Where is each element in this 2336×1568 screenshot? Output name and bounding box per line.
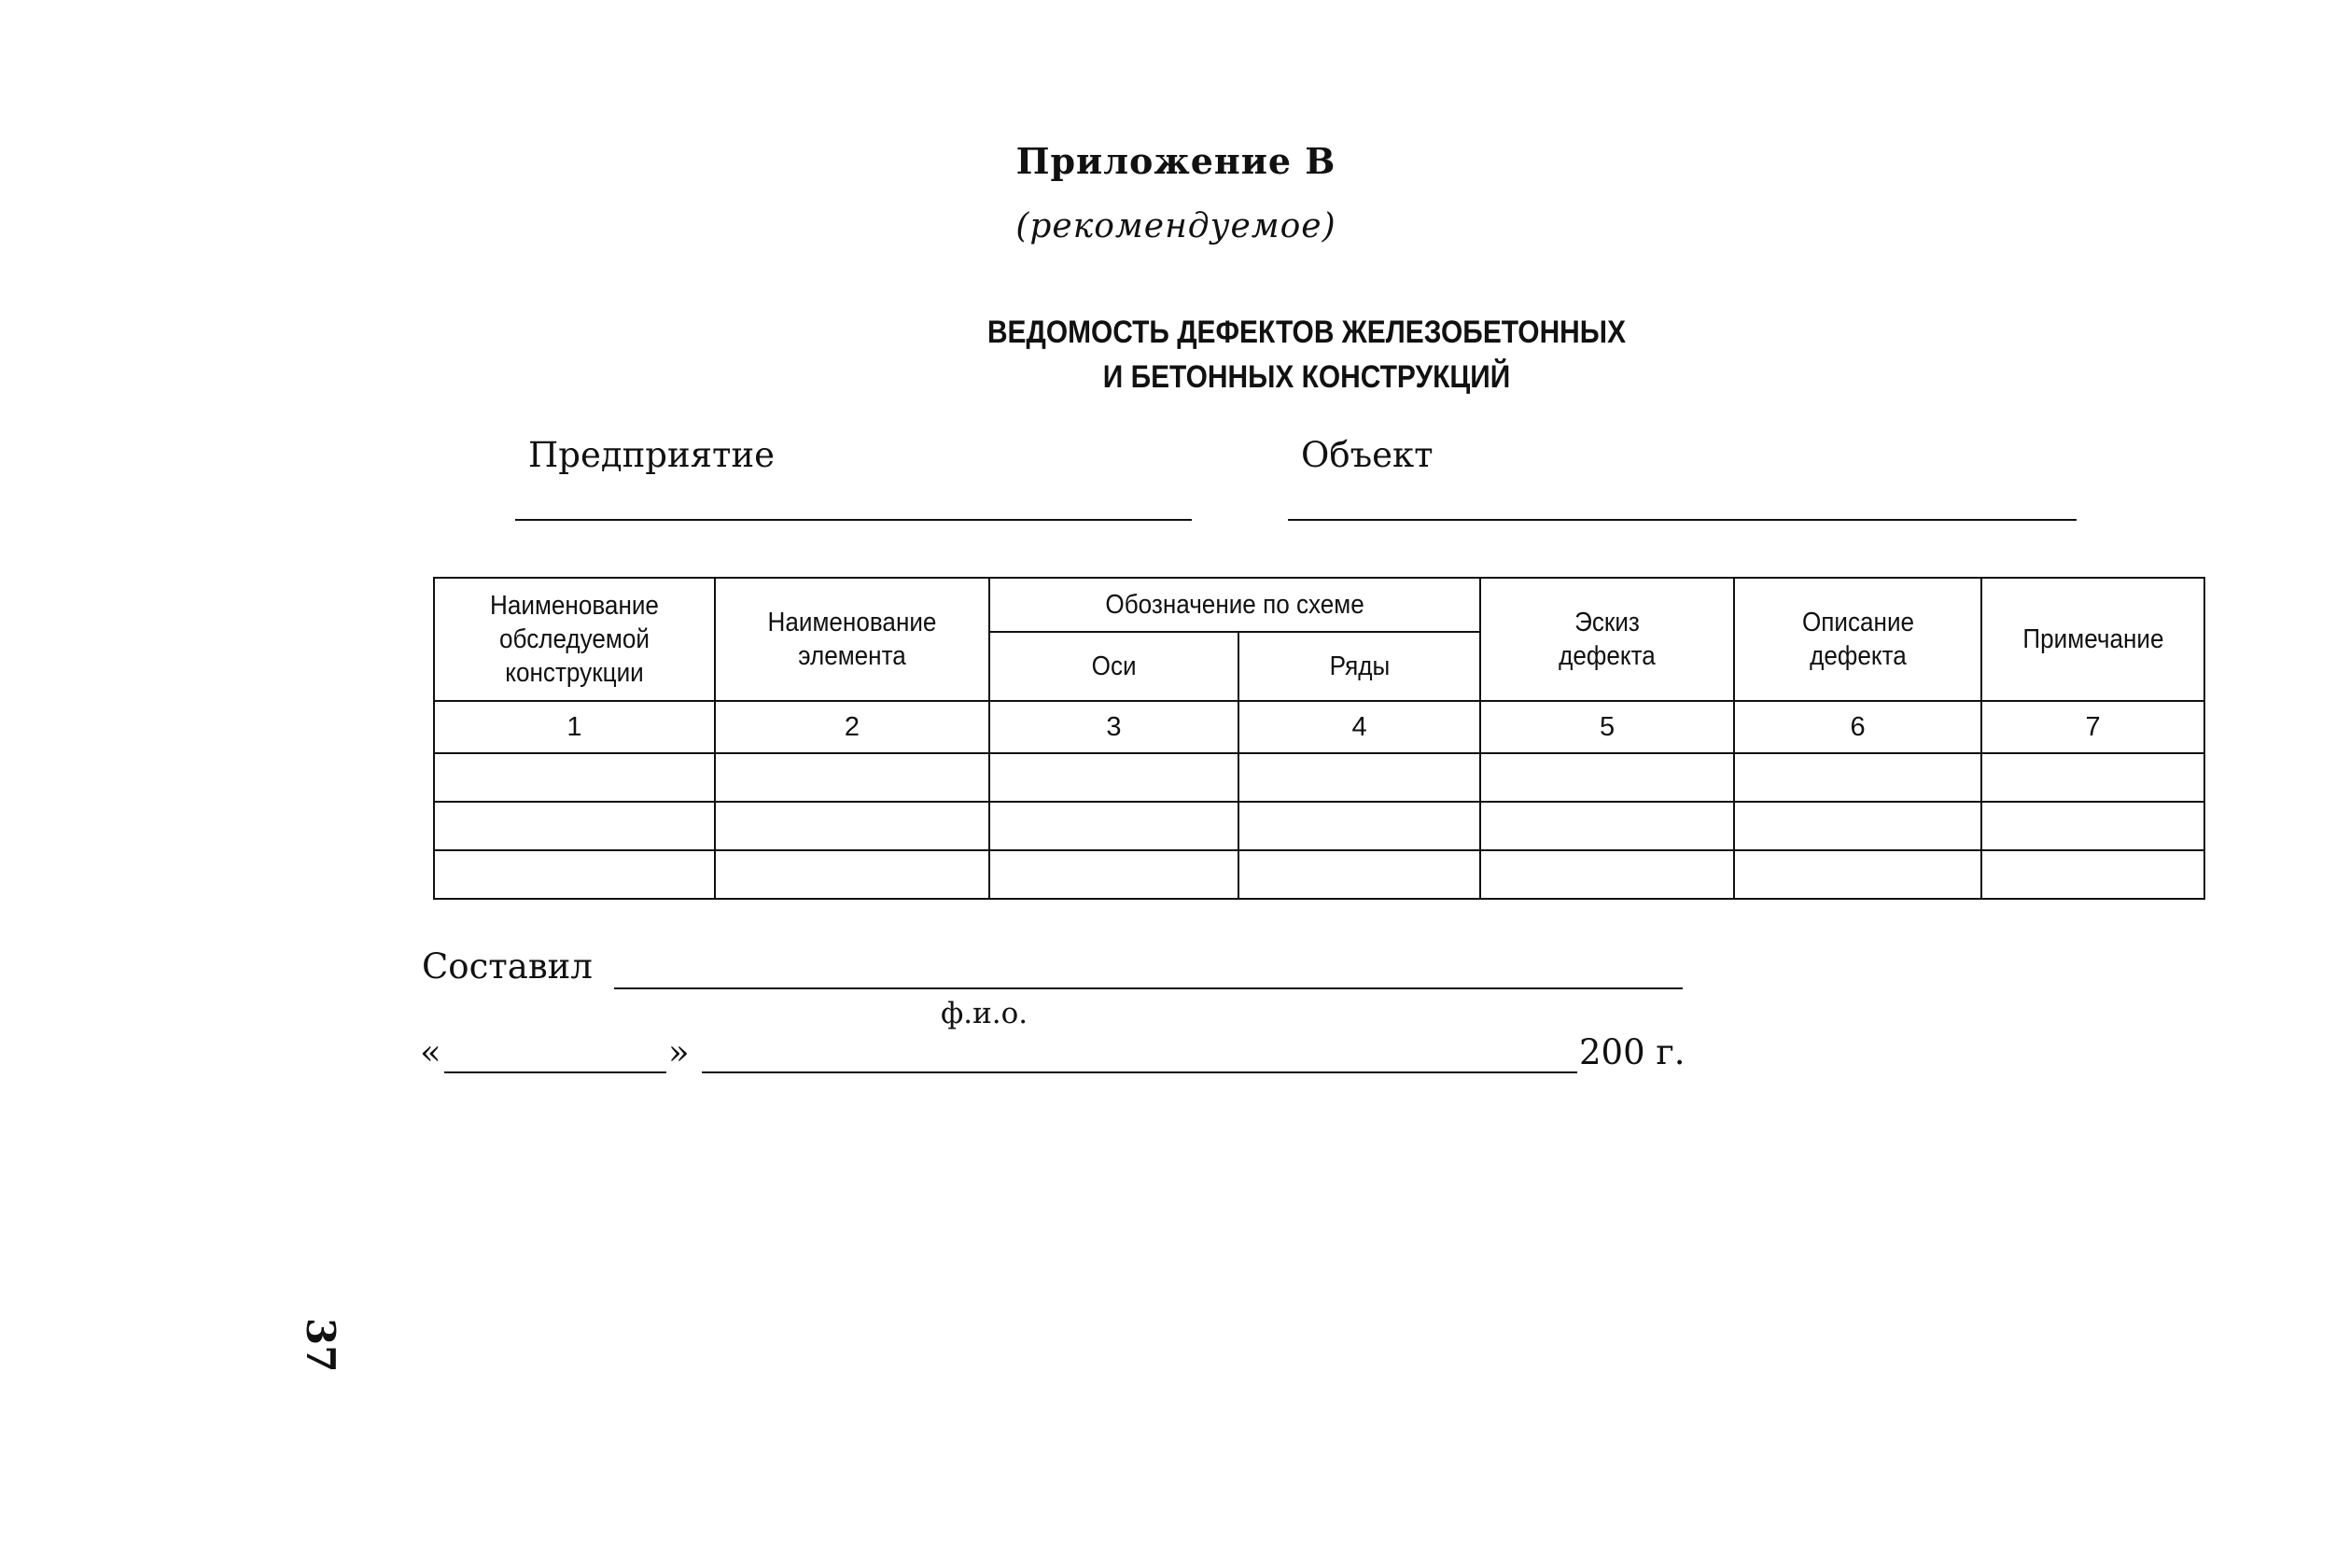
document-title-line-2: И БЕТОННЫХ КОНСТРУКЦИЙ [1102, 359, 1511, 395]
object-field-line [1288, 519, 2077, 521]
header-defect-description: Описание дефекта [1734, 578, 1981, 701]
table-header-row [434, 578, 2204, 632]
table-cell [715, 753, 989, 802]
table-cell [1981, 802, 2204, 850]
table-cell [1480, 802, 1734, 850]
header-rows: Ряды [1238, 632, 1480, 701]
column-number: 6 [1734, 701, 1981, 753]
appendix-title: Приложение В [1015, 140, 1336, 182]
table-row [434, 753, 2204, 802]
header-note: Примечание [1981, 578, 2204, 701]
compiled-by-label: Составил [422, 946, 593, 987]
table-cell [1981, 753, 2204, 802]
table-row [434, 850, 2204, 899]
year-suffix: 200 г. [1579, 1032, 1686, 1072]
header-construction-name: Наименование обследуемой конструкции [434, 578, 715, 701]
header-defect-sketch: Эскиз дефекта [1480, 578, 1734, 701]
table-cell [989, 802, 1238, 850]
column-number: 4 [1238, 701, 1480, 753]
date-month-line [702, 1071, 1577, 1073]
column-number: 7 [1981, 701, 2204, 753]
enterprise-label: Предприятие [528, 435, 776, 475]
table-cell [1981, 850, 2204, 899]
table-row [434, 802, 2204, 850]
compiled-by-line [614, 987, 1683, 989]
table-cell [1238, 802, 1480, 850]
table-cell [1480, 850, 1734, 899]
header-axes: Оси [989, 632, 1238, 701]
table-cell [1238, 753, 1480, 802]
document-title [896, 310, 1717, 399]
object-label: Объект [1301, 435, 1434, 475]
header-scheme-designation: Обозначение по схеме [989, 578, 1480, 632]
page-number: 37 [298, 1318, 343, 1373]
table-cell [434, 753, 715, 802]
table-cell [715, 850, 989, 899]
date-quote-open: « [420, 1032, 441, 1072]
date-quote-close: » [668, 1032, 690, 1072]
table-cell [1238, 850, 1480, 899]
appendix-status: (рекомендуемое) [1015, 207, 1336, 245]
table-cell [434, 802, 715, 850]
column-number: 2 [715, 701, 989, 753]
table-cell [989, 753, 1238, 802]
table-cell [434, 850, 715, 899]
column-number: 3 [989, 701, 1238, 753]
date-day-line [444, 1071, 666, 1073]
table-cell [715, 802, 989, 850]
enterprise-field-line [515, 519, 1192, 521]
header-element-name: Наименование элемента [715, 578, 989, 701]
column-number-row [434, 701, 2204, 753]
table-cell [1480, 753, 1734, 802]
column-number: 1 [434, 701, 715, 753]
table-cell [1734, 753, 1981, 802]
table-cell [1734, 802, 1981, 850]
table-cell [1734, 850, 1981, 899]
fio-caption: ф.и.о. [941, 997, 1028, 1030]
defects-table [433, 577, 2205, 900]
column-number: 5 [1480, 701, 1734, 753]
document-title-line-1: ВЕДОМОСТЬ ДЕФЕКТОВ ЖЕЛЕЗОБЕТОННЫХ [986, 315, 1627, 350]
table-cell [989, 850, 1238, 899]
